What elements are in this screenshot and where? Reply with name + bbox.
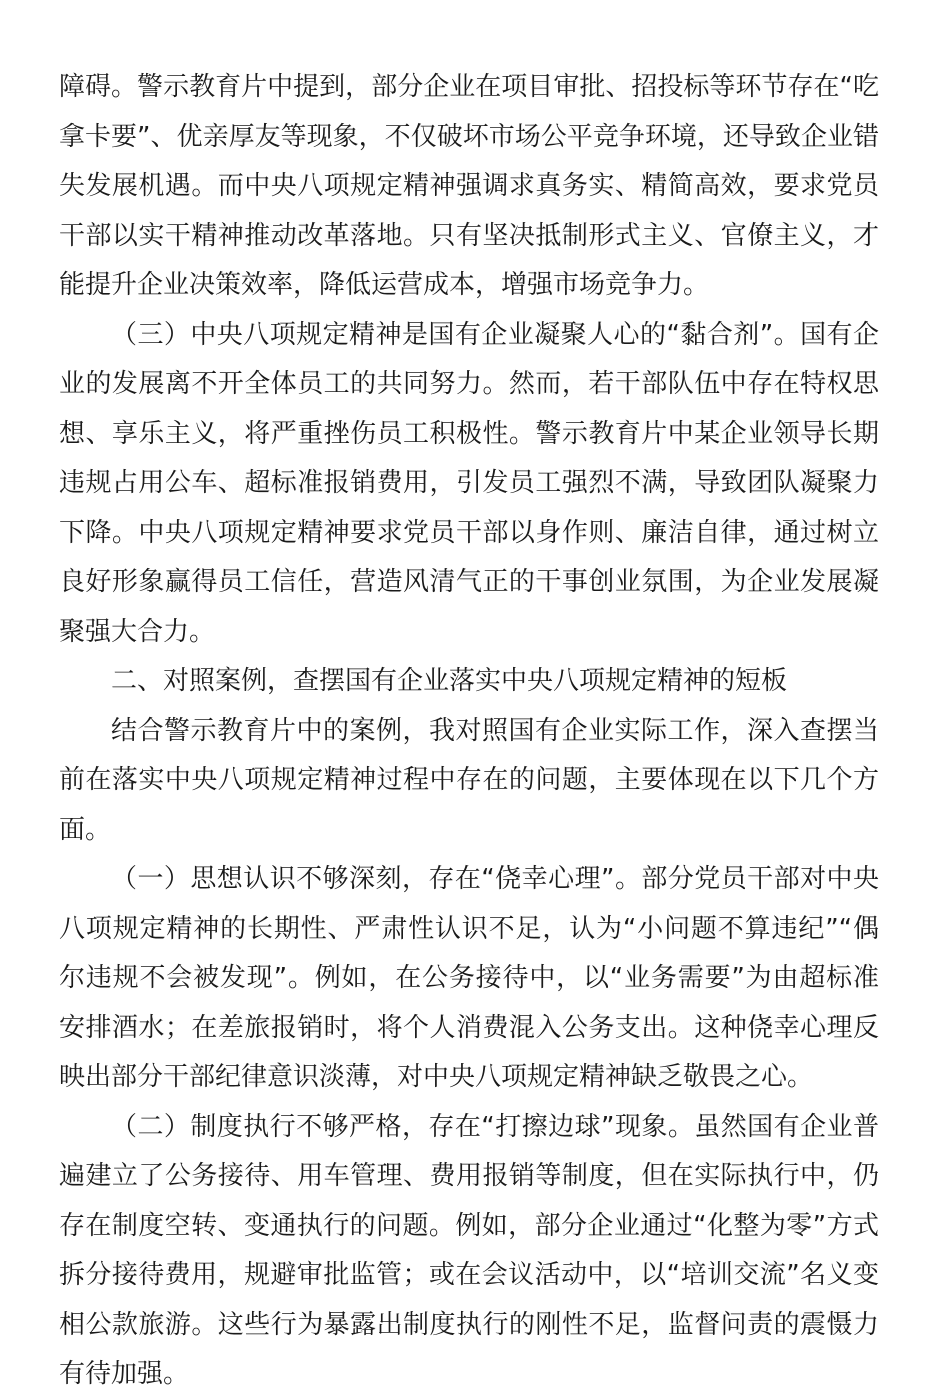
section-heading-2: 二、对照案例，查摆国有企业落实中央八项规定精神的短板 [111, 666, 788, 696]
paragraph-section-3: （三）中央八项规定精神是国有企业凝聚人心的“黏合剂”。国有企业的发展离不开全体员工的共同努力。然而，若干部队伍中存在特权思想、享乐主义，将严重挫伤员工积极性。警示教育片中某企业领导长期违规占用公车、超标准报销费用，引发员工强烈不满，导致团队凝聚力下降。中央八项规定精神要求党员干部以身作则、廉洁自律，通过树立良好形象赢得员工信任，营造风清气正的干事创业氛围，为企业发展凝聚强大合力。 [59, 319, 879, 647]
paragraph-intro: 结合警示教育片中的案例，我对照国有企业实际工作，深入查摆当前在落实中央八项规定精神过程中存在的问题，主要体现在以下几个方面。 [59, 715, 879, 845]
document-body [59, 63, 879, 1400]
paragraph-continuation: 障碍。警示教育片中提到，部分企业在项目审批、招投标等环节存在“吃拿卡要”、优亲厚友等现象，不仅破坏市场公平竞争环境，还导致企业错失发展机遇。而中央八项规定精神强调求真务实、精简高效，要求党员干部以实干精神推动改革落地。只有坚决抵制形式主义、官僚主义，才能提升企业决策效率，降低运营成本，增强市场竞争力。 [59, 72, 879, 300]
paragraph-item-1: （一）思想认识不够深刻，存在“侥幸心理”。部分党员干部对中央八项规定精神的长期性、严肃性认识不足，认为“小问题不算违纪”“偶尔违规不会被发现”。例如，在公务接待中，以“业务需要”为由超标准安排酒水；在差旅报销时，将个人消费混入公务支出。这种侥幸心理反映出部分干部纪律意识淡薄，对中央八项规定精神缺乏敬畏之心。 [59, 864, 879, 1092]
paragraph-item-2: （二）制度执行不够严格，存在“打擦边球”现象。虽然国有企业普遍建立了公务接待、用车管理、费用报销等制度，但在实际执行中，仍存在制度空转、变通执行的问题。例如，部分企业通过“化整为零”方式拆分接待费用，规避审批监管；或在会议活动中，以“培训交流”名义变相公款旅游。这些行为暴露出制度执行的刚性不足，监督问责的震慑力有待加强。 [59, 1111, 879, 1389]
